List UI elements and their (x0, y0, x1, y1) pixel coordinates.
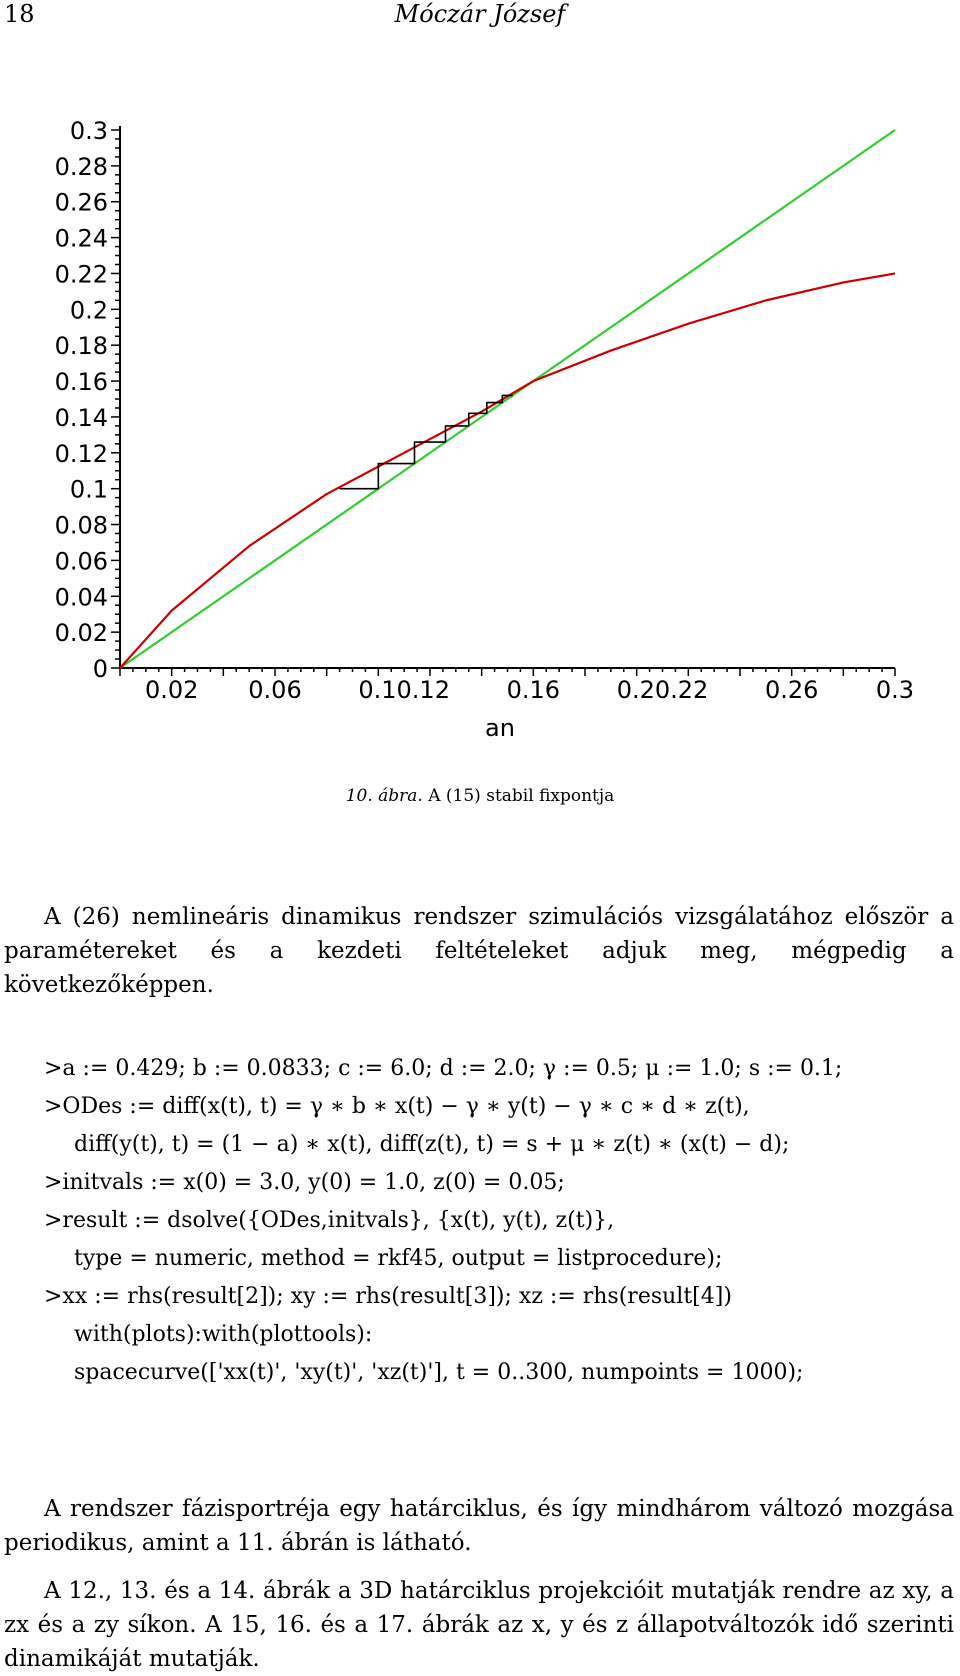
maple-code-block (44, 1050, 954, 1392)
x-axis-label: an (485, 714, 515, 740)
code-line-params: >a := 0.429; b := 0.0833; c := 6.0; d := 2.0; γ := 0.5; μ := 1.0; s := 0.1; (44, 1056, 843, 1081)
y-tick-label: 0.06 (54, 547, 108, 576)
plot-series (120, 130, 895, 668)
x-tick-label: 0.02 (144, 676, 199, 704)
x-tick-labels (145, 676, 914, 704)
code-line-dsolve: >result := dsolve({ODes,initvals}, {x(t), y(t), z(t)}, (44, 1208, 615, 1233)
caption-text: A (15) stabil fixpontja (428, 786, 615, 806)
code-line-with: with(plots):with(plottools): (74, 1322, 373, 1347)
paragraph-phase-portrait: A rendszer fázisportréja egy határciklus, és így mindhárom változó mozgása periodikus, amint a 11. ábrán is látható. (4, 1496, 954, 1556)
y-tick-label: 0.3 (69, 117, 108, 145)
code-line-rhs: >xx := rhs(result[2]); xy := rhs(result[3]); xz := rhs(result[4]) (44, 1284, 732, 1309)
figure-caption (0, 786, 960, 806)
y-axis (111, 126, 120, 668)
x-tick-label: 0.10.12 (358, 676, 450, 704)
code-line-spacecurve: spacecurve(['xx(t)', 'xy(t)', 'xz(t)'], t = 0..300, numpoints = 1000); (74, 1360, 804, 1385)
x-tick-label: 0.20.22 (616, 676, 709, 704)
y-tick-label: 0.18 (54, 332, 108, 361)
y-tick-label: 0.1 (69, 475, 108, 504)
x-tick-label: 0.3 (875, 676, 915, 704)
y-tick-label: 0.16 (54, 368, 108, 397)
y-tick-label: 0 (92, 655, 108, 683)
y-tick-label: 0.04 (54, 583, 108, 612)
y-tick-labels (55, 117, 108, 683)
running-head-author: Móczár József (394, 0, 566, 28)
y-tick-label: 0.12 (54, 439, 108, 468)
map-curve-series (120, 273, 895, 668)
paragraph-intro: A (26) nemlineáris dinamikus rendszer szimulációs vizsgálatához először a paramétereket és a kezdeti feltételeket adjuk meg, mégpedig a következőképpen. (4, 904, 954, 998)
code-line-dsolve-cont: type = numeric, method = rkf45, output = listprocedure); (74, 1246, 723, 1271)
code-line-odes: >ODes := diff(x(t), t) = γ ∗ b ∗ x(t) − γ ∗ y(t) − γ ∗ c ∗ d ∗ z(t), (44, 1094, 750, 1119)
y-tick-label: 0.22 (54, 260, 108, 289)
identity-line-series (120, 130, 895, 668)
y-tick-label: 0.28 (54, 152, 108, 181)
y-tick-label: 0.14 (54, 403, 108, 432)
y-tick-label: 0.26 (54, 188, 108, 217)
y-tick-label: 0.24 (54, 224, 108, 253)
figure-10-plot (0, 0, 960, 740)
x-axis (120, 668, 895, 676)
y-tick-label: 0.2 (69, 296, 108, 325)
y-tick-label: 0.02 (54, 619, 108, 648)
paragraph-projections: A 12., 13. és a 14. ábrák a 3D határciklus projekcióit mutatják rendre az xy, a zx és a zy síkon. A 15, 16. és a 17. ábrák az x, y és z állapotváltozók idő szerinti dinamikáját mutatják. (4, 1578, 954, 1672)
y-tick-label: 0.08 (54, 511, 108, 540)
caption-number: 10. ábra. (345, 786, 423, 806)
page-number: 18 (4, 0, 35, 28)
code-line-odes-cont: diff(y(t), t) = (1 − a) ∗ x(t), diff(z(t), t) = s + μ ∗ z(t) ∗ (x(t) − d); (74, 1132, 790, 1157)
x-tick-label: 0.16 (506, 676, 561, 704)
code-line-initvals: >initvals := x(0) = 3.0, y(0) = 1.0, z(0) = 0.05; (44, 1170, 565, 1195)
cobweb-series (340, 395, 513, 488)
x-tick-label: 0.06 (248, 676, 302, 704)
x-tick-label: 0.26 (764, 676, 819, 704)
